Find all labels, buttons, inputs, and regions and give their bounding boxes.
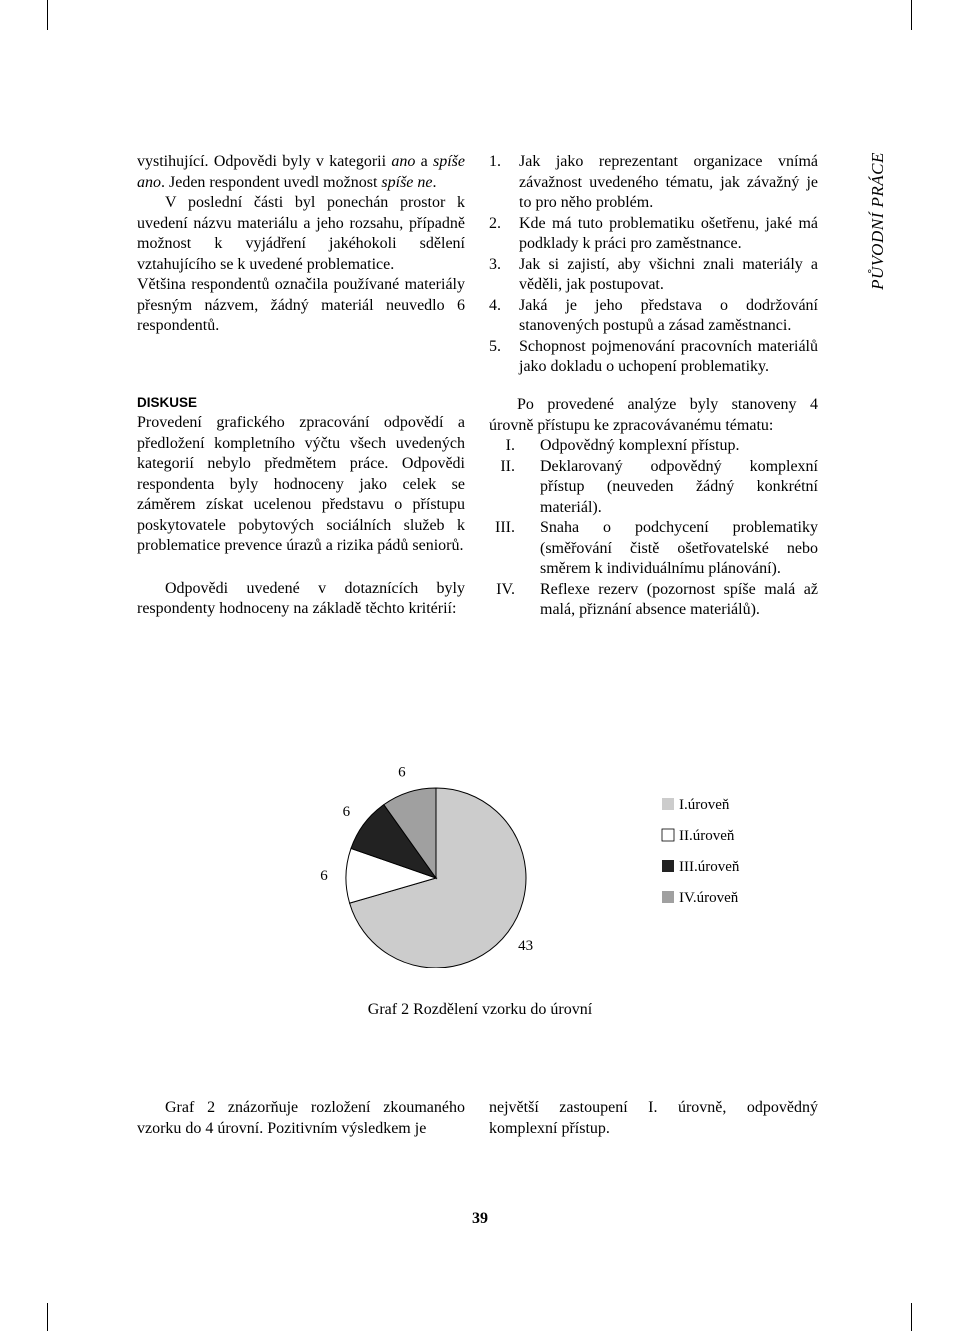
section-side-label-text: PŮVODNÍ PRÁCE xyxy=(868,151,887,290)
level-item: II. Deklarovaný odpovědný komplexní přístup (neuveden žádný konkrétní materiál). xyxy=(500,457,818,516)
paragraph: V poslední části byl ponechán prostor k uvedení názvu materiálu a jeho rozsahu, případně možnost k vyjádření jakéhokoli sdělení vztahujícího se k uvedené problematice. xyxy=(137,194,465,273)
legend-label: I.úroveň xyxy=(679,797,730,813)
legend-label: II.úroveň xyxy=(679,828,735,844)
left-column-diskuse xyxy=(137,393,465,620)
page-number: 39 xyxy=(472,1210,488,1227)
pie-slices xyxy=(346,788,526,968)
crop-mark xyxy=(47,0,48,30)
level-list xyxy=(489,436,818,621)
right-column-top xyxy=(489,152,818,378)
question-list xyxy=(489,152,818,378)
paragraph: Provedení grafického zpracování odpovědí a předložení kompletního výčtu všech uvedených kategorií nebylo předmětem práce. Odpovědi respondenta byly hodnoceny jako celek se záměrem získat ucelenou představu o přístupu poskytovatele pobytových sociálních služeb k problematice prevence úrazů a rizika pádů seniorů. xyxy=(137,414,465,554)
crop-mark xyxy=(47,1303,48,1331)
level-item: III. Snaha o podchycení problematiky (směřování čistě ošetřovatelské nebo směrem k individuálnímu plánování). xyxy=(495,519,818,577)
paragraph: Po provedené analýze byly stanoveny 4 úrovně přístupu ke zpracovávanému tématu: xyxy=(489,396,818,434)
legend-swatch xyxy=(662,891,674,903)
legend-swatch xyxy=(662,860,674,872)
question-item: 1. Jak jako reprezentant organizace vnímá závažnost uvedeného tématu, jak závažný je to pro něho problém. xyxy=(489,153,818,211)
question-item: 4. Jaká je jeho představa o dodržování stanovených postupů a zásad zaměstnanci. xyxy=(489,296,818,334)
right-column-levels xyxy=(489,395,818,621)
left-column-top xyxy=(137,152,465,337)
legend-swatch xyxy=(662,829,674,841)
chart-legend xyxy=(662,797,740,906)
paragraph: Většina respondentů označila používané materiály přesným názvem, žádný materiál neuvedlo 6 respondentů. xyxy=(137,276,465,334)
pie-data-label: 43 xyxy=(518,938,534,955)
bottom-left-text: Graf 2 znázorňuje rozložení zkoumaného vzorku do 4 úrovní. Pozitivním výsledkem je xyxy=(137,1099,465,1137)
legend-label: III.úroveň xyxy=(679,859,740,875)
paragraph: Odpovědi uvedené v dotaznících byly respondenty hodnoceny na základě těchto kritérií: xyxy=(137,579,465,617)
bottom-right-text: největší zastoupení I. úrovně, odpovědný komplexní přístup. xyxy=(489,1099,818,1137)
pie-data-label: 6 xyxy=(320,868,328,885)
crop-mark xyxy=(911,0,912,30)
section-heading-diskuse: DISKUSE xyxy=(137,395,198,410)
crop-mark xyxy=(911,1303,912,1331)
level-item: IV. Reflexe rezerv (pozornost spíše malá až malá, přiznání absence materiálů). xyxy=(496,580,818,618)
legend-swatch xyxy=(662,798,674,810)
legend-label: IV.úroveň xyxy=(679,890,739,906)
pie-data-label: 6 xyxy=(398,764,406,781)
level-item: I. Odpovědný komplexní přístup. xyxy=(505,437,740,454)
pie-chart xyxy=(300,738,780,968)
paragraph: vystihující. Odpovědi byly v kategorii ano a spíše ano. Jeden respondent uvedl možnost spíše ne. xyxy=(137,153,465,191)
pie-data-label: 6 xyxy=(342,803,351,820)
question-item: 3. Jak si zajistí, aby všichni znali materiály a věděli, jak postupovat. xyxy=(489,255,818,293)
question-item: 2. Kde má tuto problematiku ošetřenu, jaké má podklady k práci pro zaměstnance. xyxy=(489,214,818,252)
chart-caption: Graf 2 Rozdělení vzorku do úrovní xyxy=(367,1001,593,1018)
section-side-label xyxy=(868,153,888,288)
question-item: 5. Schopnost pojmenování pracovních materiálů jako dokladu o uchopení problematiky. xyxy=(489,337,818,375)
